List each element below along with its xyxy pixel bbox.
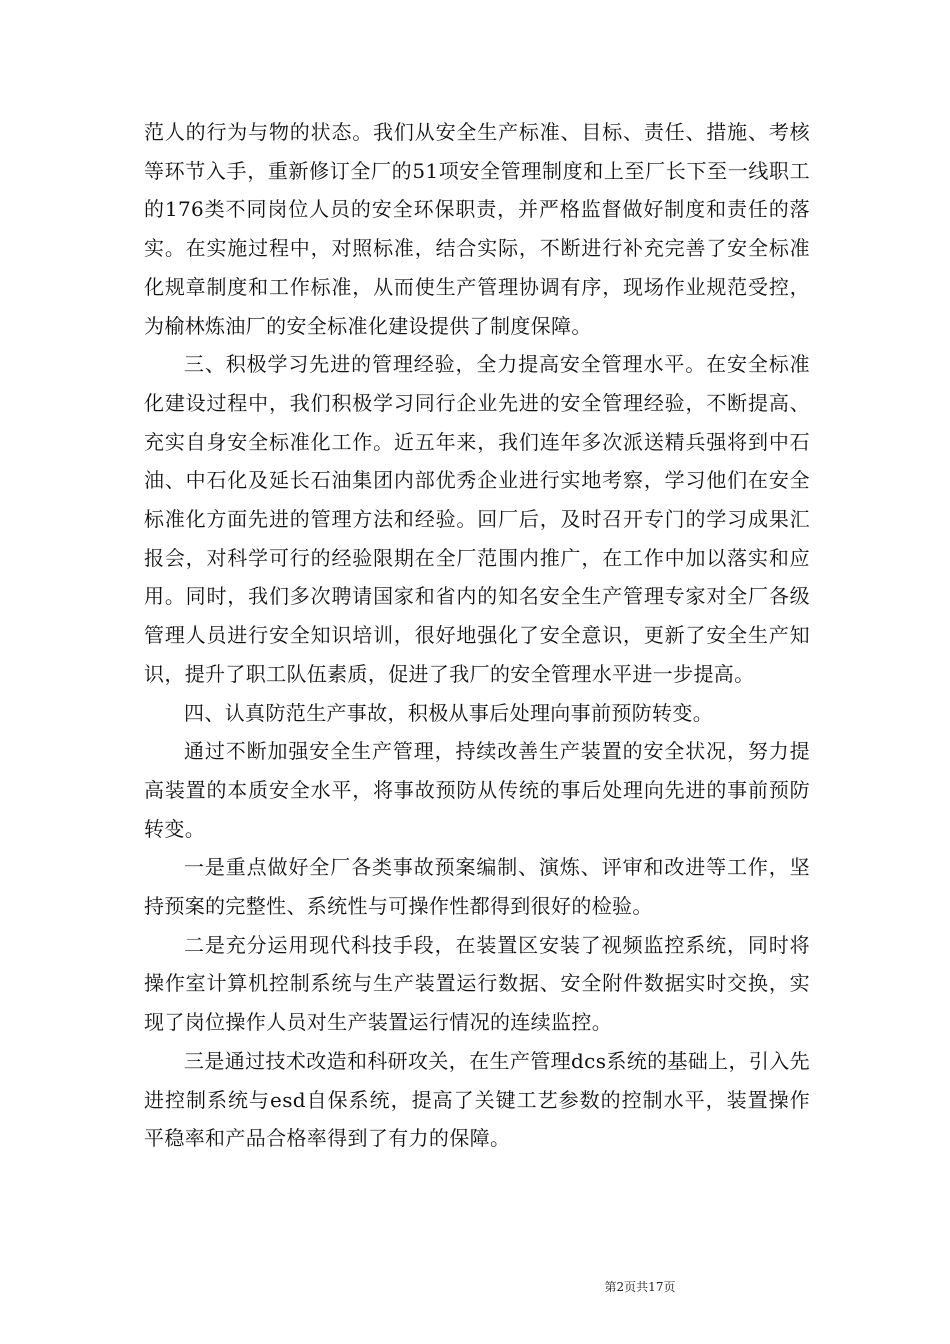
paragraph-point-one: 一是重点做好全厂各类事故预案编制、演炼、评审和改进等工作，坚持预案的完整性、系统性与可操作性都得到很好的检验。: [144, 855, 810, 919]
paragraph-point-two: 二是充分运用现代科技手段，在装置区安装了视频监控系统，同时将操作室计算机控制系统与生产装置运行数据、安全附件数据实时交换，实现了岗位操作人员对生产装置运行情况的连续监控。: [144, 932, 810, 1035]
paragraph-section-four-heading: 四、认真防范生产事故，积极从事后处理向事前预防转变。: [184, 700, 714, 725]
paragraph-point-three: 三是通过技术改造和科研攻关，在生产管理dcs系统的基础上，引入先进控制系统与esd自保系统，提高了关键工艺参数的控制水平，装置操作平稳率和产品合格率得到了有力的保障。: [144, 1048, 810, 1151]
document-body: [144, 113, 810, 1158]
paragraph-continuation: 范人的行为与物的状态。我们从安全生产标准、目标、责任、措施、考核等环节入手，重新修订全厂的51项安全管理制度和上至厂长下至一线职工的176类不同岗位人员的安全环保职责，并严格监督做好制度和责任的落实。在实施过程中，对照标准，结合实际，不断进行补充完善了安全标准化规章制度和工作标准，从而使生产管理协调有序，现场作业规范受控，为榆林炼油厂的安全标准化建设提供了制度保障。: [144, 120, 810, 338]
page-number-footer: 第2页共17页: [604, 1280, 676, 1294]
paragraph-section-three: 三、积极学习先进的管理经验，全力提高安全管理水平。在安全标准化建设过程中，我们积极学习同行企业先进的安全管理经验，不断提高、充实自身安全标准化工作。近五年来，我们连年多次派送精兵强将到中石油、中石化及延长石油集团内部优秀企业进行实地考察，学习他们在安全标准化方面先进的管理方法和经验。回厂后，及时召开专门的学习成果汇报会，对科学可行的经验限期在全厂范围内推广，在工作中加以落实和应用。同时，我们多次聘请国家和省内的知名安全生产管理专家对全厂各级管理人员进行安全知识培训，很好地强化了安全意识，更新了安全生产知识，提升了职工队伍素质，促进了我厂的安全管理水平进一步提高。: [144, 352, 810, 686]
paragraph-section-four-intro: 通过不断加强安全生产管理，持续改善生产装置的安全状况，努力提高装置的本质安全水平，将事故预防从传统的事后处理向先进的事前预防转变。: [144, 739, 810, 841]
